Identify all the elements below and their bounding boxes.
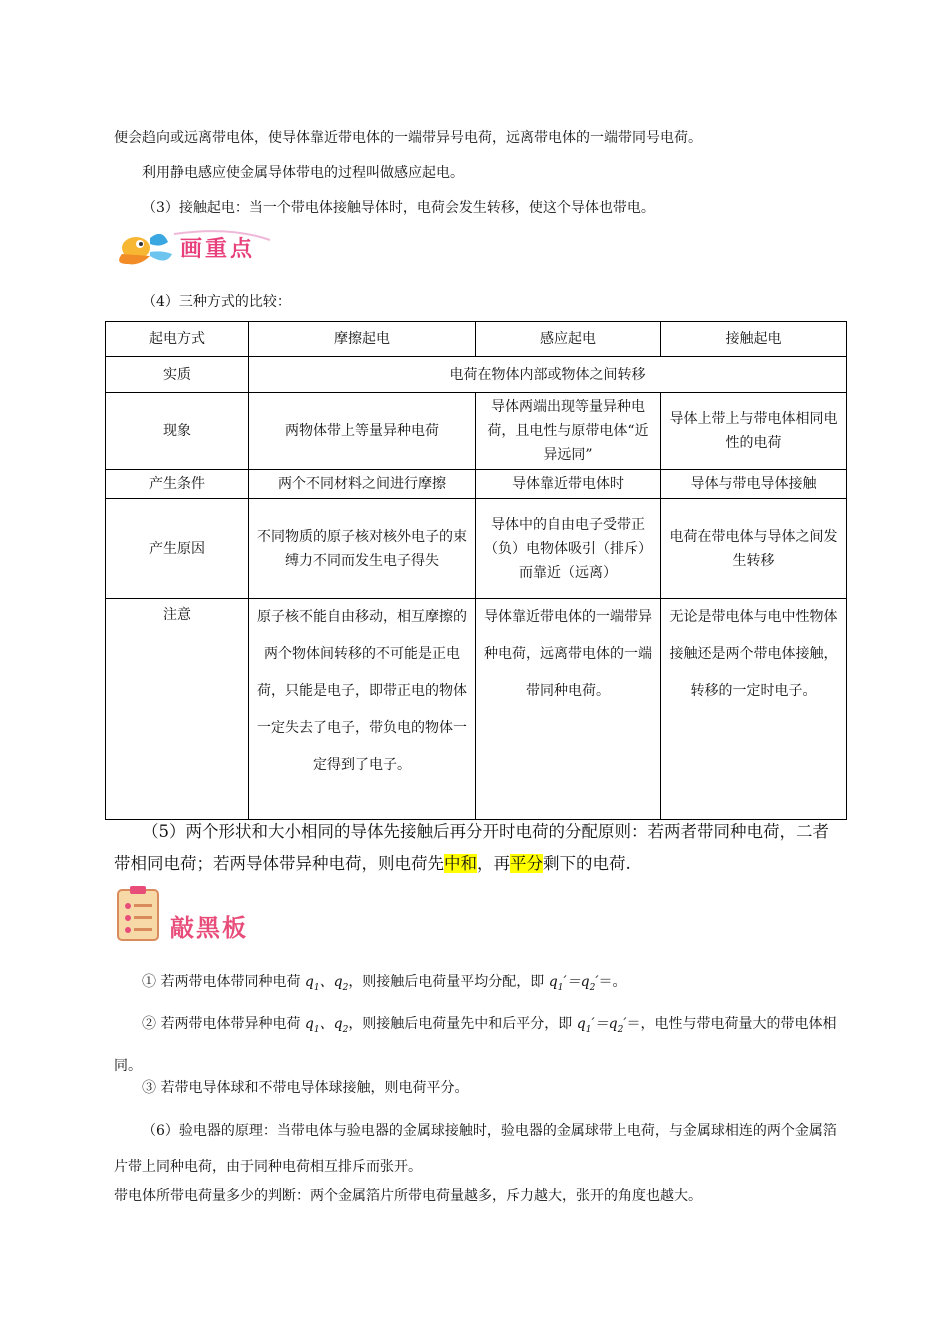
table-cell: 两个不同材料之间进行摩擦 <box>249 470 476 499</box>
math-q1p-eq-q2p: $q_1'=q_2'$ <box>548 974 599 993</box>
table-cell: 不同物质的原子核对核外电子的束缚力不同而发生电子得失 <box>249 499 476 599</box>
highlight-neutralize: 中和 <box>444 854 477 873</box>
text-run: ，则接触后电荷量平均分配，即 <box>348 974 549 990</box>
math-q1-q2: $q_1$、$q_2$ <box>304 1016 349 1035</box>
text-run: 剩下的电荷. <box>543 854 631 873</box>
text-run: ① 若两带电体带同种电荷 <box>142 974 305 990</box>
paragraph-contact-electrification: （3）接触起电：当一个带电体接触导体时，电荷会发生转移，使这个导体也带电。 <box>142 200 655 216</box>
key-point-logo <box>110 224 280 270</box>
paragraph-charge-amount: 带电体所带电荷量多少的判断：两个金属箔片所带电荷量越多，斥力越大，张开的角度也越大。 <box>114 1188 702 1204</box>
point-uncharged-contact: ③ 若带电导体球和不带电导体球接触，则电荷平分。 <box>142 1080 469 1096</box>
table-cell: 电荷在物体内部或物体之间转移 <box>249 357 847 393</box>
text-run: ＝。 <box>598 974 627 990</box>
comparison-table <box>105 321 847 820</box>
text-run: ② 若两带电体带异种电荷 <box>142 1016 305 1032</box>
table-row <box>106 599 847 820</box>
table-cell: 电荷在带电体与导体之间发生转移 <box>661 499 847 599</box>
table-header-row <box>106 322 847 357</box>
table-cell: 无论是带电体与电中性物体接触还是两个带电体接触，转移的一定时电子。 <box>661 599 847 820</box>
table-cell: 导体两端出现等量异种电荷，且电性与原带电体“近异远同” <box>476 393 661 470</box>
point-opposite-charge <box>114 1006 838 1084</box>
math-q1-q2: $q_1$、$q_2$ <box>304 974 349 993</box>
point-same-charge <box>114 972 838 998</box>
table-header-cell: 接触起电 <box>661 322 847 357</box>
row-label: 注意 <box>106 599 249 820</box>
blackboard-logo-text: 敲黑板 <box>170 914 248 942</box>
table-cell: 原子核不能自由移动，相互摩擦的两个物体间转移的不可能是正电荷，只能是电子，即带正电的物体一定失去了电子，带负电的物体一定得到了电子。 <box>249 599 476 820</box>
table-cell: 导体与带电导体接触 <box>661 470 847 499</box>
text-run: ＝，电性与带电荷量大的带电体相同。 <box>114 1016 837 1074</box>
clipboard-icon <box>112 882 164 944</box>
text-run: ，再 <box>477 854 510 873</box>
paragraph-electroscope: （6）验电器的原理：当带电体与验电器的金属球接触时，验电器的金属球带上电荷，与金属球相连的两个金属箔片带上同种电荷，由于同种电荷相互排斥而张开。 <box>114 1123 837 1175</box>
paragraph-induction-def: 利用静电感应使金属导体带电的过程叫做感应起电。 <box>142 165 464 181</box>
table-row <box>106 499 847 599</box>
paragraph-induction-cont: 便会趋向或远离带电体，使导体靠近带电体的一端带异号电荷，远离带电体的一端带同号电荷。 <box>114 130 702 146</box>
table-header-cell: 摩擦起电 <box>249 322 476 357</box>
table-header-cell: 起电方式 <box>106 322 249 357</box>
table-cell: 导体中的自由电子受带正（负）电物体吸引（排斥）而靠近（远离） <box>476 499 661 599</box>
row-label: 产生原因 <box>106 499 249 599</box>
math-q1p-eq-q2p: $q_1'=q_2'$ <box>576 1016 627 1035</box>
text-run: （5）两个形状和大小相同的导体先接触后再分开时电荷的分配原则：若两者带同种电荷，二者带相同电荷；若两导体带异种电荷，则电荷先 <box>114 822 829 873</box>
table-header-cell: 感应起电 <box>476 322 661 357</box>
row-label: 产生条件 <box>106 470 249 499</box>
highlight-split: 平分 <box>510 854 543 873</box>
text-run: ，则接触后电荷量先中和后平分，即 <box>348 1016 577 1032</box>
row-label: 现象 <box>106 393 249 470</box>
comparison-title: （4）三种方式的比较： <box>142 294 291 310</box>
blackboard-logo <box>112 882 282 944</box>
table-cell: 导体上带上与带电体相同电性的电荷 <box>661 393 847 470</box>
key-point-logo-text: 画重点 <box>180 237 256 262</box>
paragraph-charge-distribution <box>114 816 838 880</box>
row-label: 实质 <box>106 357 249 393</box>
table-row <box>106 357 847 393</box>
table-cell: 两物体带上等量异种电荷 <box>249 393 476 470</box>
table-cell: 导体靠近带电体时 <box>476 470 661 499</box>
table-cell: 导体靠近带电体的一端带异种电荷，远离带电体的一端带同种电荷。 <box>476 599 661 820</box>
table-row <box>106 470 847 499</box>
table-row <box>106 393 847 470</box>
